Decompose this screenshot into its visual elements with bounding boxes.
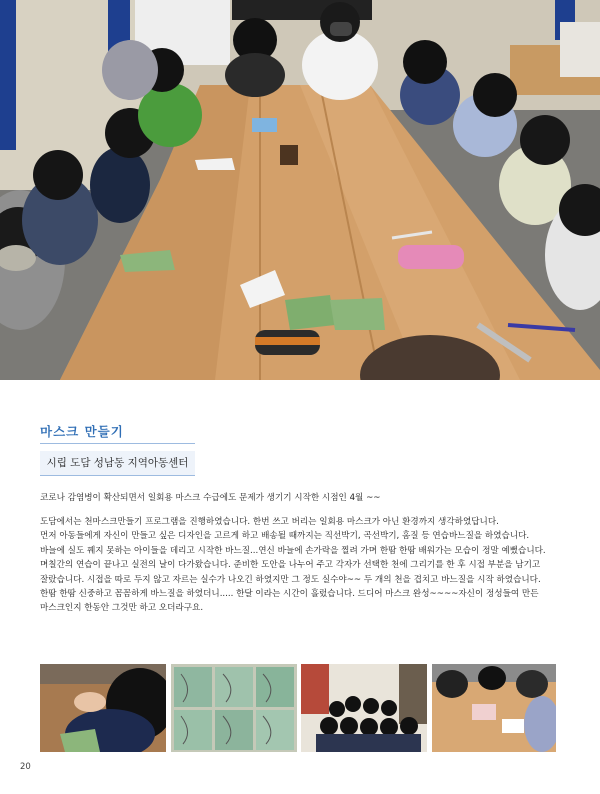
page-number: 20	[20, 762, 31, 772]
body-line: 먼저 아동들에게 자신이 만들고 싶은 디자인을 고르게 하고 배송될 때까지는 직선박기, 곡선박기, 홈질 등 연습바느질을 하였습니다.	[40, 531, 530, 542]
lead-paragraph: 코로나 감염병이 확산되면서 일회용 마스크 수급에도 문제가 생기기 시작한 시점인 4월 ~~	[40, 493, 381, 503]
body-line: 바늘에 실도 꿰지 못하는 아이들을 데리고 시작한 바느질...연신 바늘에 손가락을 찔려 가며 한땀 한땀 배워가는 모습이 정말 예뻤습니다.	[40, 545, 546, 556]
body-line: 잘랐습니다. 시접을 따로 두지 않고 자르는 실수가 나오긴 하였지만 그 정도 실수야~~ 두 개의 천을 겹치고 바느질을 시작 하였습니다.	[40, 574, 541, 585]
body-line: 마스크인지 한동안 그것만 하고 오더라구요.	[40, 603, 204, 614]
body-line: 한땀 한땀 신중하고 꼼꼼하게 바느질을 하였더니..... 한달 이라는 시간이 흘렀습니다. 드디어 마스크 완성~~~~자신이 정성들여 만든	[40, 589, 539, 600]
body-text	[40, 515, 568, 616]
photo-table-crafting	[432, 664, 556, 752]
hero-photo	[0, 0, 600, 380]
body-line: 며칠간의 연습이 끝나고 실전의 날이 다가왔습니다. 준비한 도안을 나누어 주고 각자가 선택한 천에 그리기를 한 후 시접 부분을 남기고	[40, 560, 541, 571]
photo-sewing-closeup	[40, 664, 166, 752]
section-title: 마스크 만들기	[40, 424, 124, 439]
section-subtitle: 시립 도담 성남동 지역아동센터	[46, 457, 189, 469]
body-line: 도담에서는 천마스크만들기 프로그램을 진행하였습니다. 한번 쓰고 버리는 일회용 마스크가 아닌 환경까지 생각하였답니다.	[40, 517, 499, 527]
photo-group-with-masks	[301, 664, 427, 752]
title-divider	[40, 443, 195, 444]
photo-fabric-patterns	[171, 664, 297, 752]
subtitle-box	[40, 451, 195, 476]
